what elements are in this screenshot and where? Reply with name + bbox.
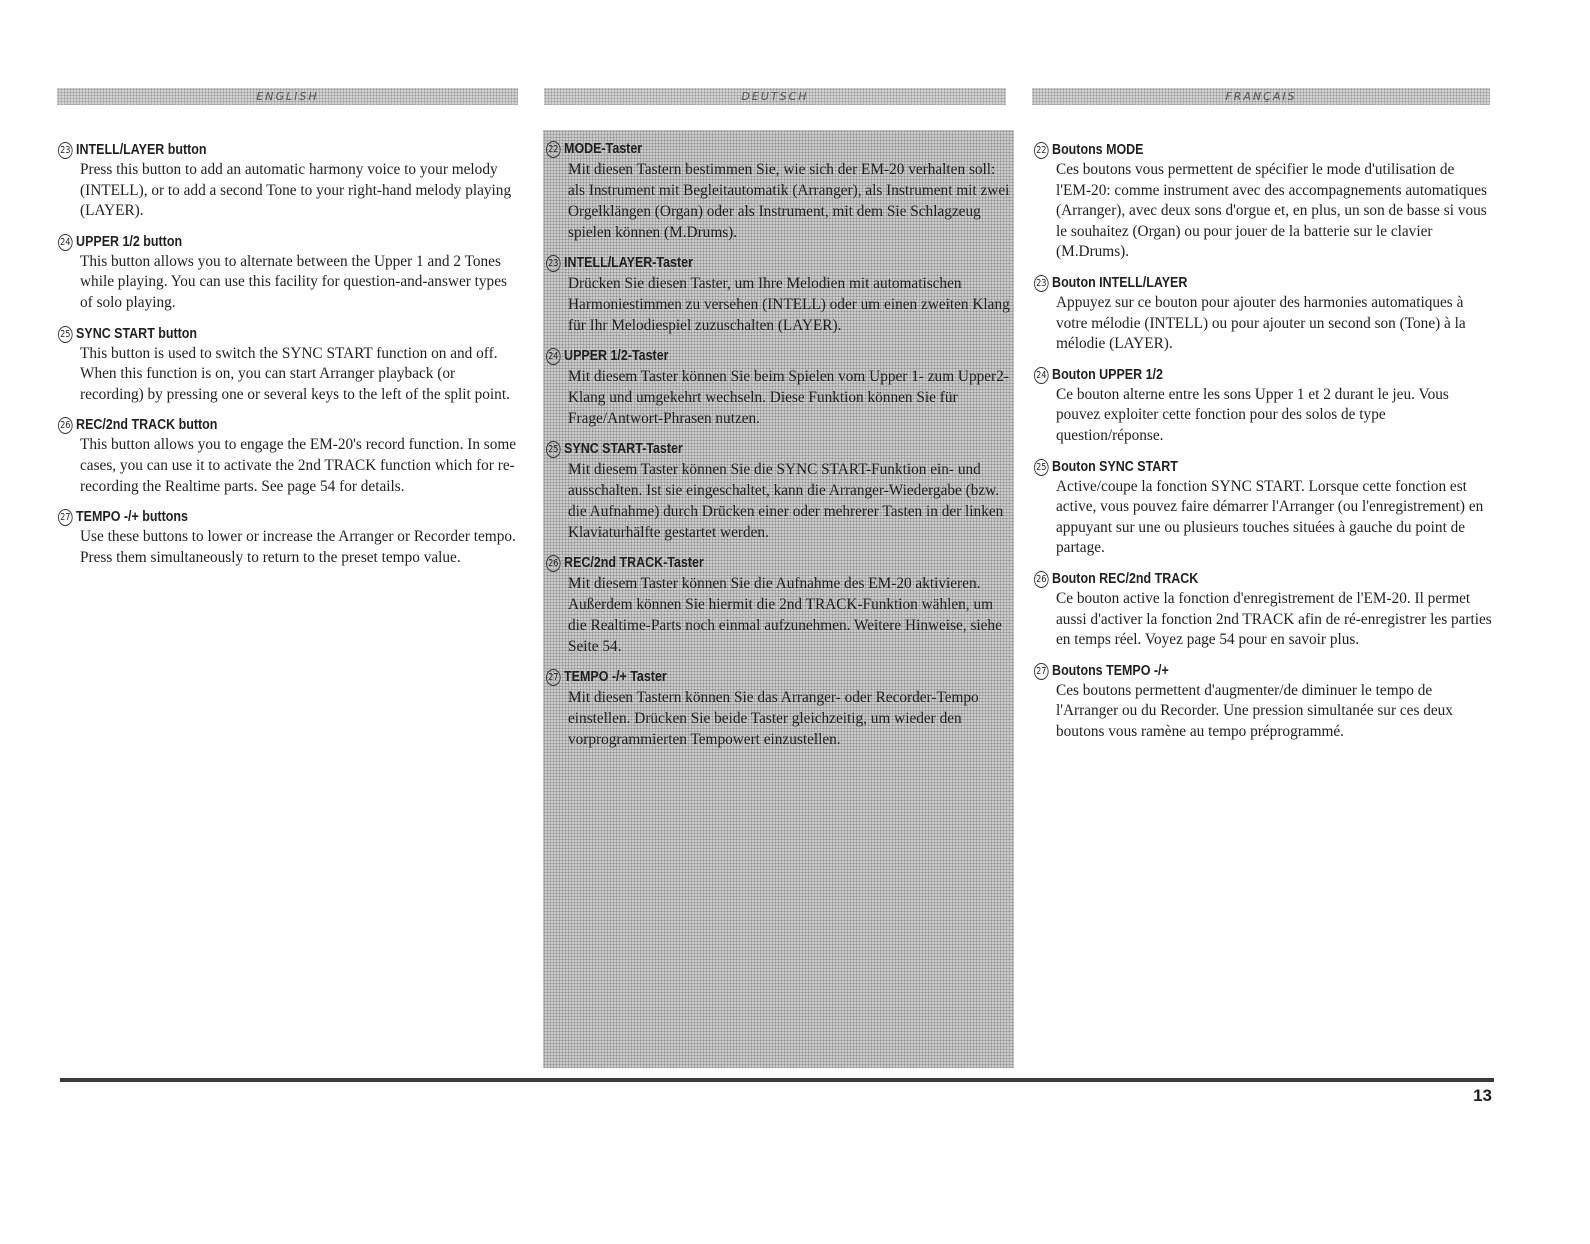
section-heading: TEMPO -/+ Taster	[564, 669, 667, 685]
deutsch-section-rec-track	[546, 553, 1012, 657]
section-heading: Bouton INTELL/LAYER	[1052, 274, 1188, 291]
item-number-badge: 26	[546, 555, 561, 572]
section-heading: TEMPO -/+ buttons	[76, 509, 188, 526]
english-section-upper	[58, 232, 518, 314]
deutsch-section-tempo	[546, 667, 1012, 750]
item-number-badge: 23	[1034, 275, 1049, 292]
section-heading: Bouton REC/2nd TRACK	[1052, 570, 1199, 587]
item-number-badge: 27	[58, 509, 73, 526]
section-text: Ces boutons permettent d'augmenter/de diminuer le tempo de l'Arranger ou du Recorder. Une pression simultanée sur ces deux boutons vous ramène au tempo préprogrammé.	[1056, 681, 1453, 740]
section-text: Mit diesem Taster können Sie die Aufnahme des EM-20 aktivieren. Außerdem können Sie hiermit die 2nd TRACK-Funktion wählen, um die Realtime-Parts noch einmal aufzunehmen. Weitere Hinweise, siehe Seite 54.	[568, 575, 1002, 655]
item-number-badge: 22	[546, 141, 561, 158]
section-text: Mit diesen Tastern bestimmen Sie, wie sich der EM-20 verhalten soll: als Instrument mit Begleitautomatik (Arranger), als Instrument mit zwei Orgelklängen (Organ) oder als Instrument, mit dem Sie Schlagzeug spielen können (M.Drums).	[568, 161, 1010, 241]
francais-section-mode	[1034, 140, 1492, 263]
deutsch-section-mode	[546, 139, 1012, 243]
section-heading: REC/2nd TRACK-Taster	[564, 555, 704, 571]
language-label-english: ENGLISH	[256, 90, 319, 103]
section-heading: SYNC START button	[76, 325, 198, 342]
section-text: Appuyez sur ce bouton pour ajouter des harmonies automatiques à votre mélodie (INTELL) ou pour ajouter un second son (Tone) à la mélodie (LAYER).	[1056, 293, 1466, 353]
header-band-francais	[1032, 88, 1490, 105]
section-text: This button allows you to engage the EM-20's record function. In some cases, you can use it to activate the 2nd TRACK function which for re-recording the Realtime parts. See page 54 for details.	[80, 436, 517, 495]
item-number-badge: 23	[546, 255, 561, 272]
item-number-badge: 22	[1034, 142, 1049, 159]
header-band-deutsch	[544, 88, 1006, 105]
header-band-english	[57, 88, 518, 105]
section-heading: SYNC START-Taster	[564, 441, 683, 457]
deutsch-section-upper	[546, 346, 1012, 429]
language-label-deutsch: DEUTSCH	[741, 90, 809, 103]
item-number-badge: 26	[58, 417, 73, 434]
page-number: 13	[1473, 1086, 1492, 1105]
section-text: Mit diesen Tastern können Sie das Arranger- oder Recorder-Tempo einstellen. Drücken Sie beide Taster gleichzeitig, um wieder den vorprogrammierten Tempowert einzustellen.	[568, 689, 979, 748]
item-number-badge: 27	[1034, 663, 1049, 680]
section-text: Ce bouton alterne entre les sons Upper 1 et 2 durant le jeu. Vous pouvez exploiter cette fonction pour des solos de type question/réponse.	[1056, 385, 1449, 444]
francais-section-intell-layer	[1034, 273, 1492, 355]
section-text: Use these buttons to lower or increase the Arranger or Recorder tempo. Press them simultaneously to return to the preset tempo value.	[80, 528, 516, 566]
item-number-badge: 23	[58, 142, 73, 159]
francais-section-sync-start	[1034, 457, 1492, 559]
section-heading: REC/2nd TRACK button	[76, 417, 218, 434]
francais-section-tempo	[1034, 661, 1492, 743]
english-column	[58, 140, 518, 578]
english-section-tempo	[58, 507, 518, 568]
section-text: This button allows you to alternate between the Upper 1 and 2 Tones while playing. You can use this facility for question-and-answer types of solo playing.	[80, 252, 507, 311]
section-heading: INTELL/LAYER-Taster	[564, 255, 693, 271]
section-heading: INTELL/LAYER button	[76, 142, 207, 158]
section-heading: Boutons MODE	[1052, 142, 1144, 158]
section-heading: MODE-Taster	[564, 141, 643, 157]
section-text: Drücken Sie diesen Taster, um Ihre Melodien mit automatischen Harmoniestimmen zu versehen (INTELL) oder um einen zweiten Klang für Ihr Melodiespiel zuzuschalten (LAYER).	[568, 275, 1010, 334]
english-section-sync-start	[58, 324, 518, 406]
section-text: Mit diesem Taster können Sie die SYNC START-Funktion ein- und ausschalten. Ist sie eingeschaltet, kann die Arranger-Wiedergabe (bzw. die Aufnahme) durch Drücken einer oder mehrerer Tasten in der linken Klaviaturhälfte gestartet werden.	[568, 461, 1004, 541]
section-text: Ce bouton active la fonction d'enregistrement de l'EM-20. Il permet aussi d'activer la fonction 2nd TRACK afin de ré-enregistrer les parties en temps réel. Voyez page 54 pour en savoir plus.	[1056, 589, 1492, 649]
item-number-badge: 26	[1034, 571, 1049, 588]
francais-section-upper	[1034, 365, 1492, 447]
section-text: This button is used to switch the SYNC START function on and off. When this function is on, you can start Arranger playback (or recording) by pressing one or several keys to the left of the split point.	[80, 344, 510, 403]
item-number-badge: 24	[1034, 367, 1049, 384]
section-text: Mit diesem Taster können Sie beim Spielen vom Upper 1- zum Upper2-Klang und umgekehrt wechseln. Diese Funktion können Sie für Frage/Antwort-Phrasen nutzen.	[568, 368, 1009, 427]
section-heading: Bouton SYNC START	[1052, 458, 1178, 475]
item-number-badge: 25	[546, 441, 561, 458]
deutsch-section-intell-layer	[546, 253, 1012, 336]
deutsch-column	[546, 139, 1012, 760]
section-text: Active/coupe la fonction SYNC START. Lorsque cette fonction est active, vous pouvez faire démarrer l'Arranger (ou l'enregistrement) en appuyant sur une ou plusieurs touches situées à gauche du point de partage.	[1056, 477, 1484, 557]
item-number-badge: 27	[546, 669, 561, 686]
english-section-intell-layer	[58, 140, 518, 222]
item-number-badge: 24	[58, 234, 73, 251]
deutsch-section-sync-start	[546, 439, 1012, 543]
section-heading: UPPER 1/2-Taster	[564, 348, 669, 364]
language-label-francais: FRANÇAIS	[1225, 90, 1297, 103]
english-section-rec-track	[58, 415, 518, 497]
section-text: Ces boutons vous permettent de spécifier le mode d'utilisation de l'EM-20: comme instrument avec des accompagnements automatiques (Arranger), avec deux sons d'orgue et, en plus, un son de basse si vous le souhaitez (Organ) ou pour jouer de la batterie sur le clavier (M.Drums).	[1056, 161, 1487, 261]
section-heading: Boutons TEMPO -/+	[1052, 662, 1169, 679]
francais-column	[1034, 140, 1492, 752]
section-text: Press this button to add an automatic harmony voice to your melody (INTELL), or to add a second Tone to your right-hand melody playing (LAYER).	[80, 161, 512, 220]
item-number-badge: 25	[1034, 459, 1049, 476]
footer-rule	[60, 1078, 1494, 1082]
item-number-badge: 24	[546, 348, 561, 365]
section-heading: Bouton UPPER 1/2	[1052, 366, 1163, 383]
item-number-badge: 25	[58, 326, 73, 343]
francais-section-rec-track	[1034, 569, 1492, 651]
section-heading: UPPER 1/2 button	[76, 233, 183, 250]
